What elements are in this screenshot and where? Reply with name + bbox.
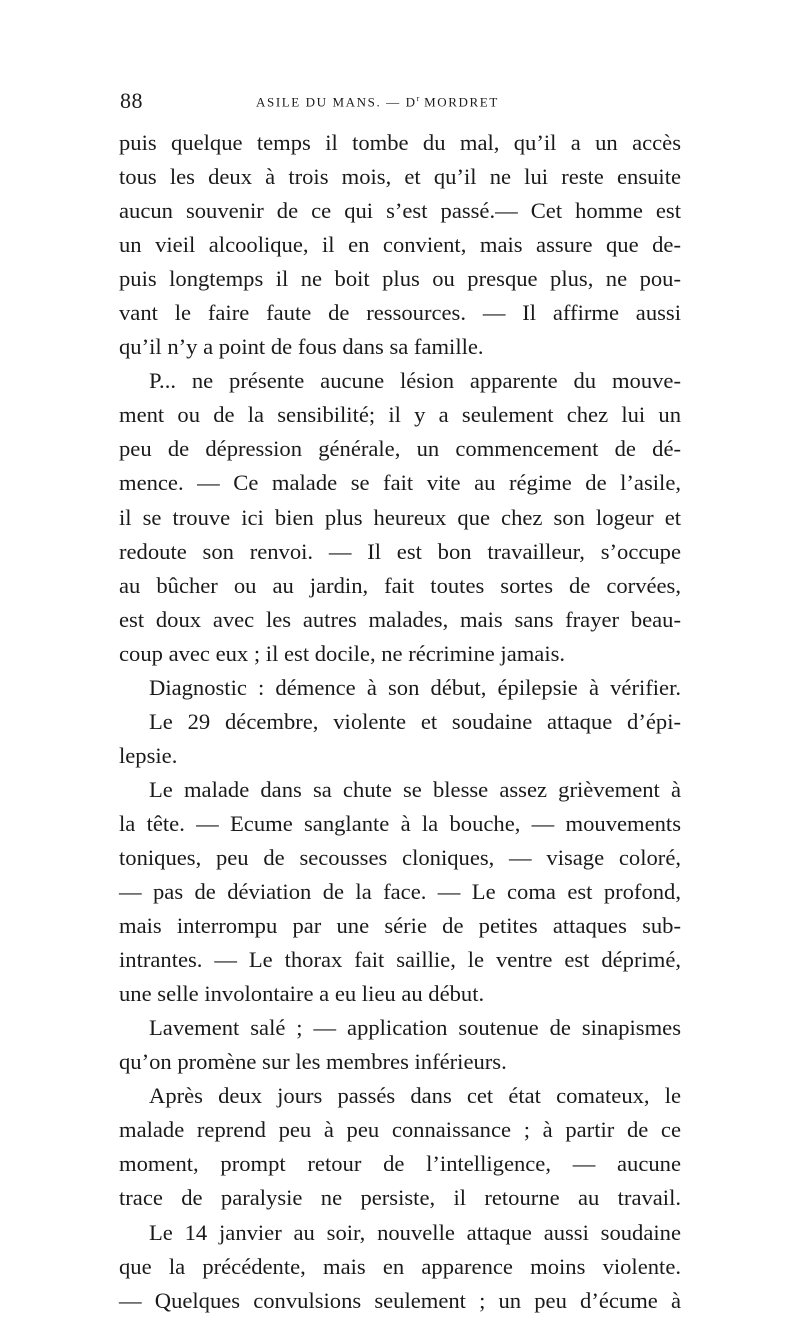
text-line: trace de paralysie ne persiste, il retourne au travail. — [119, 1185, 681, 1211]
text-line: qu’il n’y a point de fous dans sa famille. — [119, 334, 484, 360]
text-line: Diagnostic : démence à son début, épilepsie à vérifier. — [149, 674, 681, 700]
text-line: P... ne présente aucune lésion apparente du mouve- — [149, 368, 681, 394]
page-header — [120, 88, 680, 122]
text-line: mais interrompu par une série de petites attaques sub- — [119, 913, 681, 939]
text-line: intrantes. — Le thorax fait saillie, le ventre est déprimé, — [119, 947, 681, 973]
text-line: que la précédente, mais en apparence moins violente. — [119, 1253, 681, 1279]
text-line: mence. — Ce malade se fait vite au régime de l’asile, — [119, 470, 681, 496]
text-line: ment ou de la sensibilité; il y a seulement chez lui un — [119, 402, 681, 428]
running-head-author: MORDRET — [419, 94, 499, 110]
text-line: vant le faire faute de ressources. — Il affirme aussi — [119, 300, 681, 326]
running-head — [256, 94, 499, 110]
text-line: est doux avec les autres malades, mais sans frayer beau- — [119, 606, 681, 632]
running-head-title: ASILE DU MANS. — D — [256, 94, 417, 110]
text-line: toniques, peu de secousses cloniques, — visage coloré, — [119, 844, 681, 870]
text-line: la tête. — Ecume sanglante à la bouche, — mouvements — [119, 810, 681, 836]
text-line: peu de dépression générale, un commencement de dé- — [119, 436, 681, 462]
text-line: Le malade dans sa chute se blesse assez grièvement à — [149, 776, 681, 802]
text-line: Le 14 janvier au soir, nouvelle attaque aussi soudaine — [149, 1219, 681, 1245]
text-line: tous les deux à trois mois, et qu’il ne lui reste ensuite — [119, 164, 681, 190]
body-text — [119, 126, 681, 1318]
text-line: lepsie. — [119, 742, 178, 768]
text-line: coup avec eux ; il est docile, ne récrimine jamais. — [119, 640, 566, 666]
text-line: redoute son renvoi. — Il est bon travailleur, s’occupe — [119, 538, 681, 564]
text-line: puis longtemps il ne boit plus ou presque plus, ne pou- — [119, 266, 681, 292]
text-line: aucun souvenir de ce qui s’est passé.— Cet homme est — [119, 198, 681, 224]
text-line: puis quelque temps il tombe du mal, qu’il a un accès — [119, 130, 681, 155]
text-line: une selle involontaire a eu lieu au début. — [119, 981, 485, 1007]
text-line: un vieil alcoolique, il en convient, mais assure que de- — [119, 232, 681, 258]
running-head-superscript: r — [416, 94, 420, 103]
text-line: Le 29 décembre, violente et soudaine attaque d’épi- — [149, 708, 681, 734]
text-line: Après deux jours passés dans cet état comateux, le — [149, 1083, 681, 1109]
text-line: qu’on promène sur les membres inférieurs. — [119, 1049, 507, 1075]
text-line: au bûcher ou au jardin, fait toutes sortes de corvées, — [119, 572, 681, 598]
text-line: Lavement salé ; — application soutenue de sinapismes — [149, 1015, 681, 1041]
text-line: il se trouve ici bien plus heureux que chez son logeur et — [119, 504, 681, 530]
text-line: malade reprend peu à peu connaissance ; à partir de ce — [119, 1117, 681, 1143]
text-line: — Quelques convulsions seulement ; un peu d’écume à — [119, 1287, 681, 1313]
text-line: moment, prompt retour de l’intelligence, — aucune — [119, 1151, 681, 1177]
page-number: 88 — [120, 88, 143, 113]
text-line: — pas de déviation de la face. — Le coma est profond, — [119, 879, 681, 905]
